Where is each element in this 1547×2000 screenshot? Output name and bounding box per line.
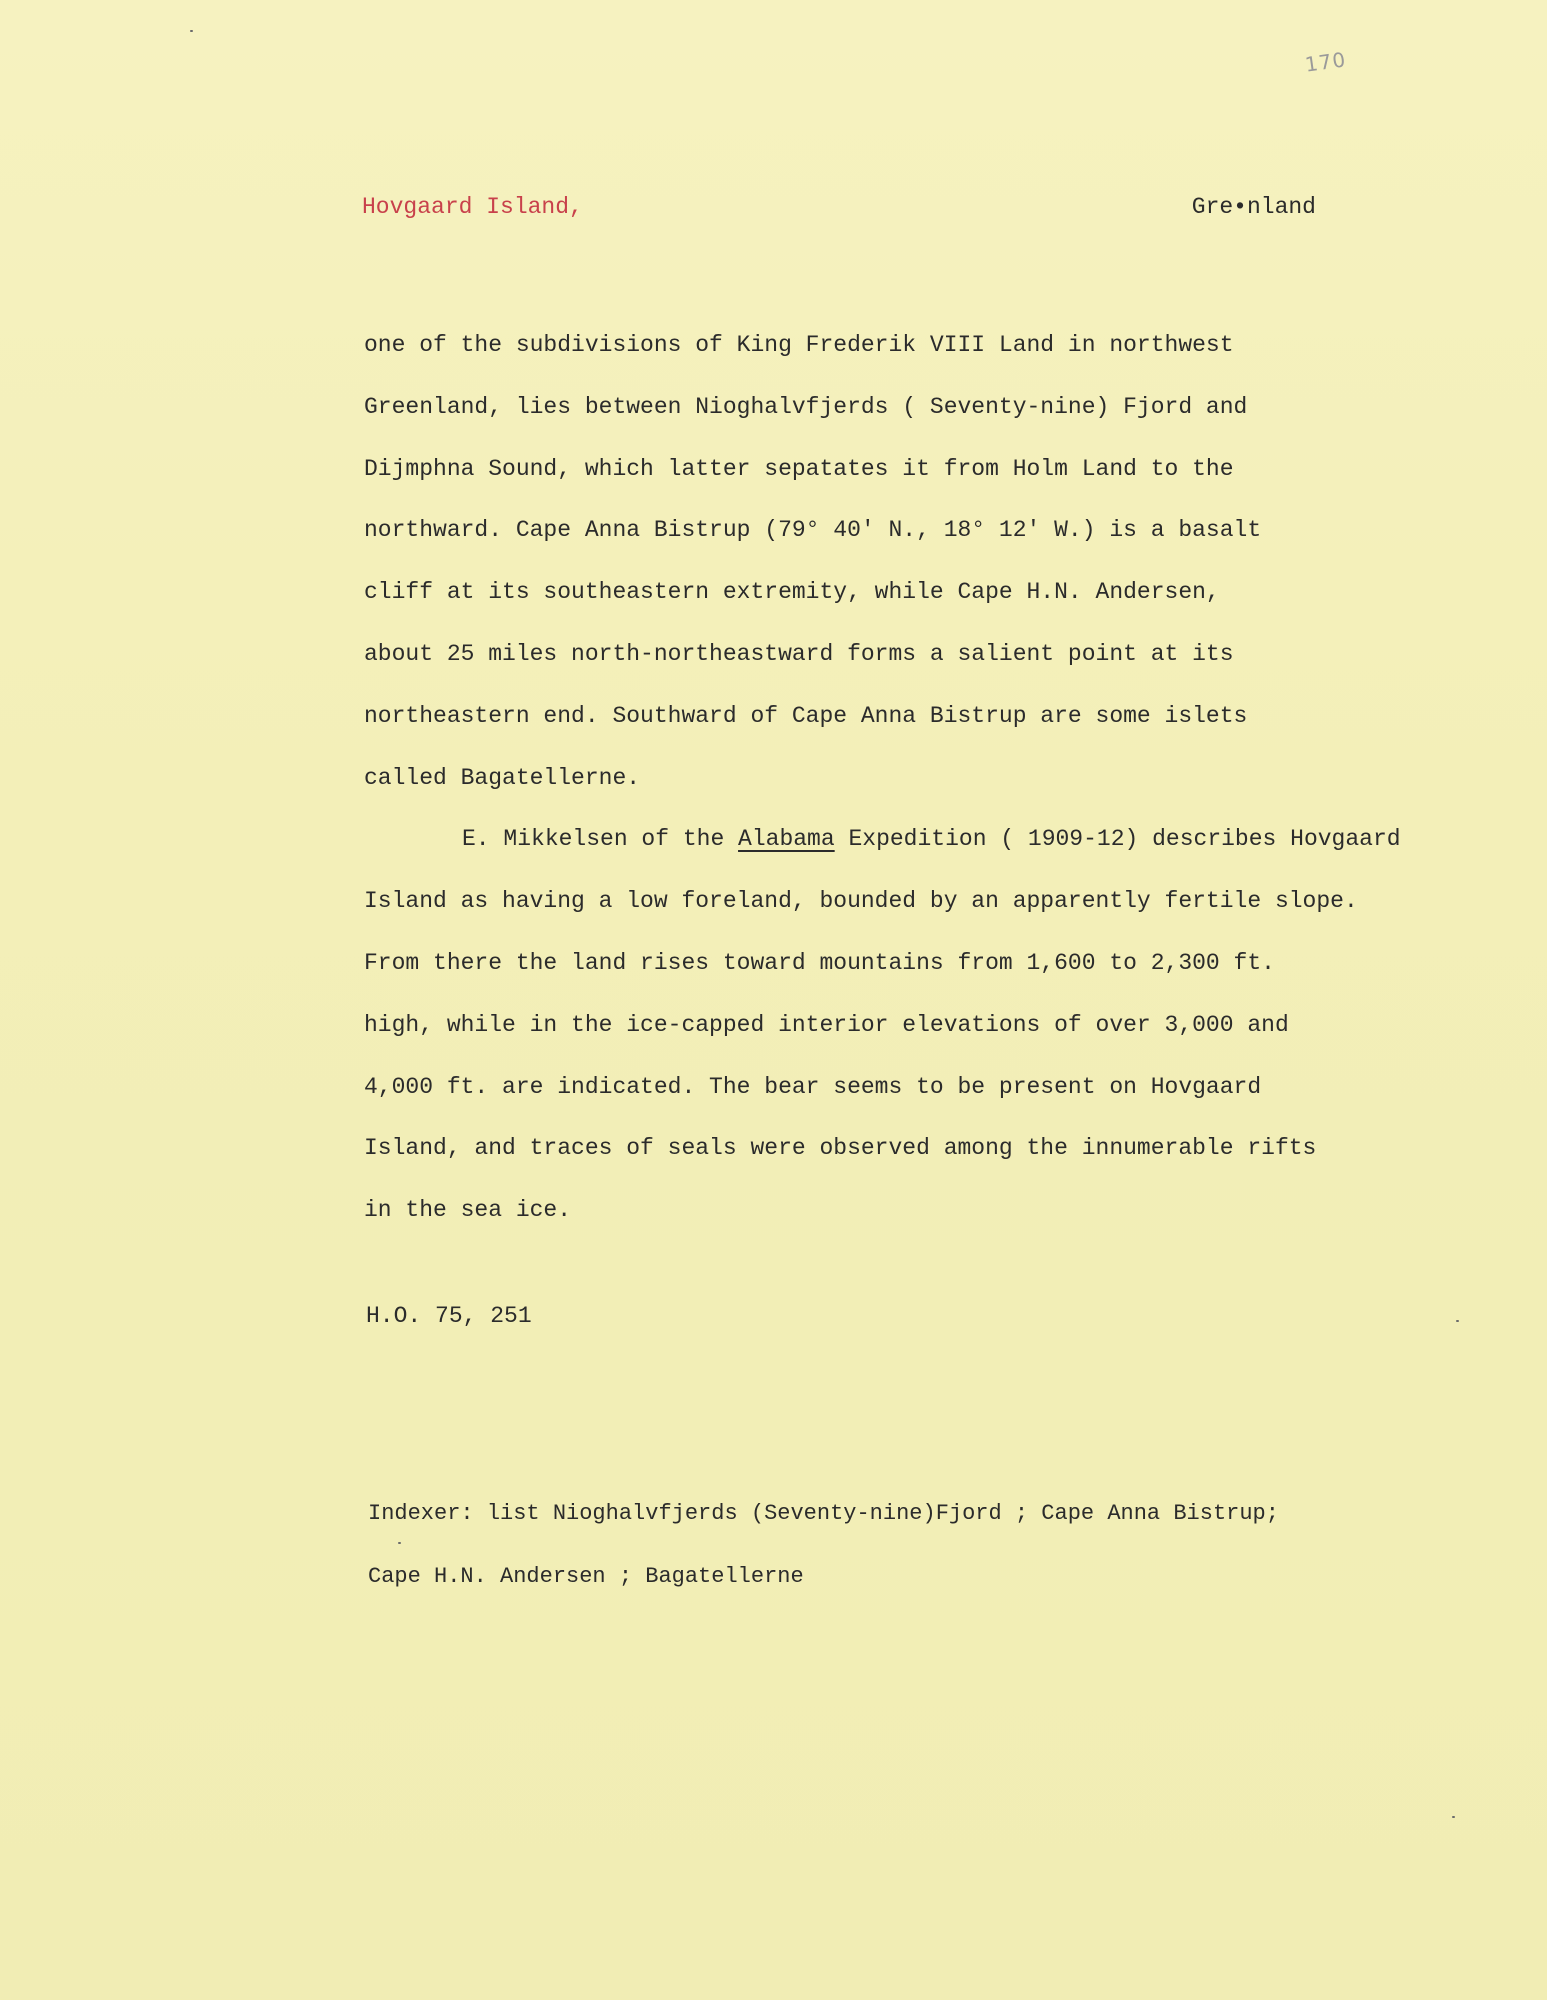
body-line: Island, and traces of seals were observed among the innumerable rifts [364,1135,1317,1162]
entry-header [362,194,1322,234]
ship-name-underlined: Alabama [738,826,835,853]
body-line: about 25 miles north-northeastward forms a salient point at its [364,640,1234,667]
indexer-line: Indexer: list Nioghalvfjerds (Seventy-nine)Fjord ; Cape Anna Bistrup; [368,1501,1279,1526]
paper-speck [1456,1320,1459,1322]
body-line: cliff at its southeastern extremity, while Cape H.N. Andersen, [364,579,1220,606]
paper-speck [398,1542,401,1544]
body-line: one of the subdivisions of King Frederik VIII Land in northwest [364,332,1234,358]
source-reference: H.O. 75, 251 [366,1303,532,1329]
entry-body [364,315,1534,1242]
paper-speck [190,30,193,32]
body-line-paragraph2-start [364,809,1534,871]
body-line: From there the land rises toward mountains from 1,600 to 2,300 ft. [364,949,1275,976]
region-label: Gre•nland [1191,194,1316,220]
page-number: 170 [1303,47,1348,77]
entry-title: Hovgaard Island, [362,194,583,220]
body-line: northeastern end. Southward of Cape Anna Bistrup are some islets [364,702,1248,729]
body-line: Dijmphna Sound, which latter sepatates it from Holm Land to the [364,455,1234,482]
body-line: Island as having a low foreland, bounded by an apparently fertile slope. [364,888,1358,915]
body-line: called Bagatellerne. [364,764,641,791]
body-text-fragment: E. Mikkelsen of the [462,826,739,853]
body-line: 4,000 ft. are indicated. The bear seems to be present on Hovgaard [364,1073,1262,1100]
body-text-fragment: Expedition ( 1909-12) describes Hovgaard [834,826,1401,853]
indexer-line: Cape H.N. Andersen ; Bagatellerne [368,1564,804,1589]
body-line: northward. Cape Anna Bistrup (79° 40' N., 18° 12' W.) is a basalt [364,517,1262,544]
body-line: in the sea ice. [364,1197,572,1224]
body-line: high, while in the ice-capped interior elevations of over 3,000 and [364,1011,1289,1038]
body-line: Greenland, lies between Nioghalvfjerds ( Seventy-nine) Fjord and [364,393,1248,420]
paper-speck [1452,1816,1455,1818]
indexer-note [368,1482,1279,1608]
